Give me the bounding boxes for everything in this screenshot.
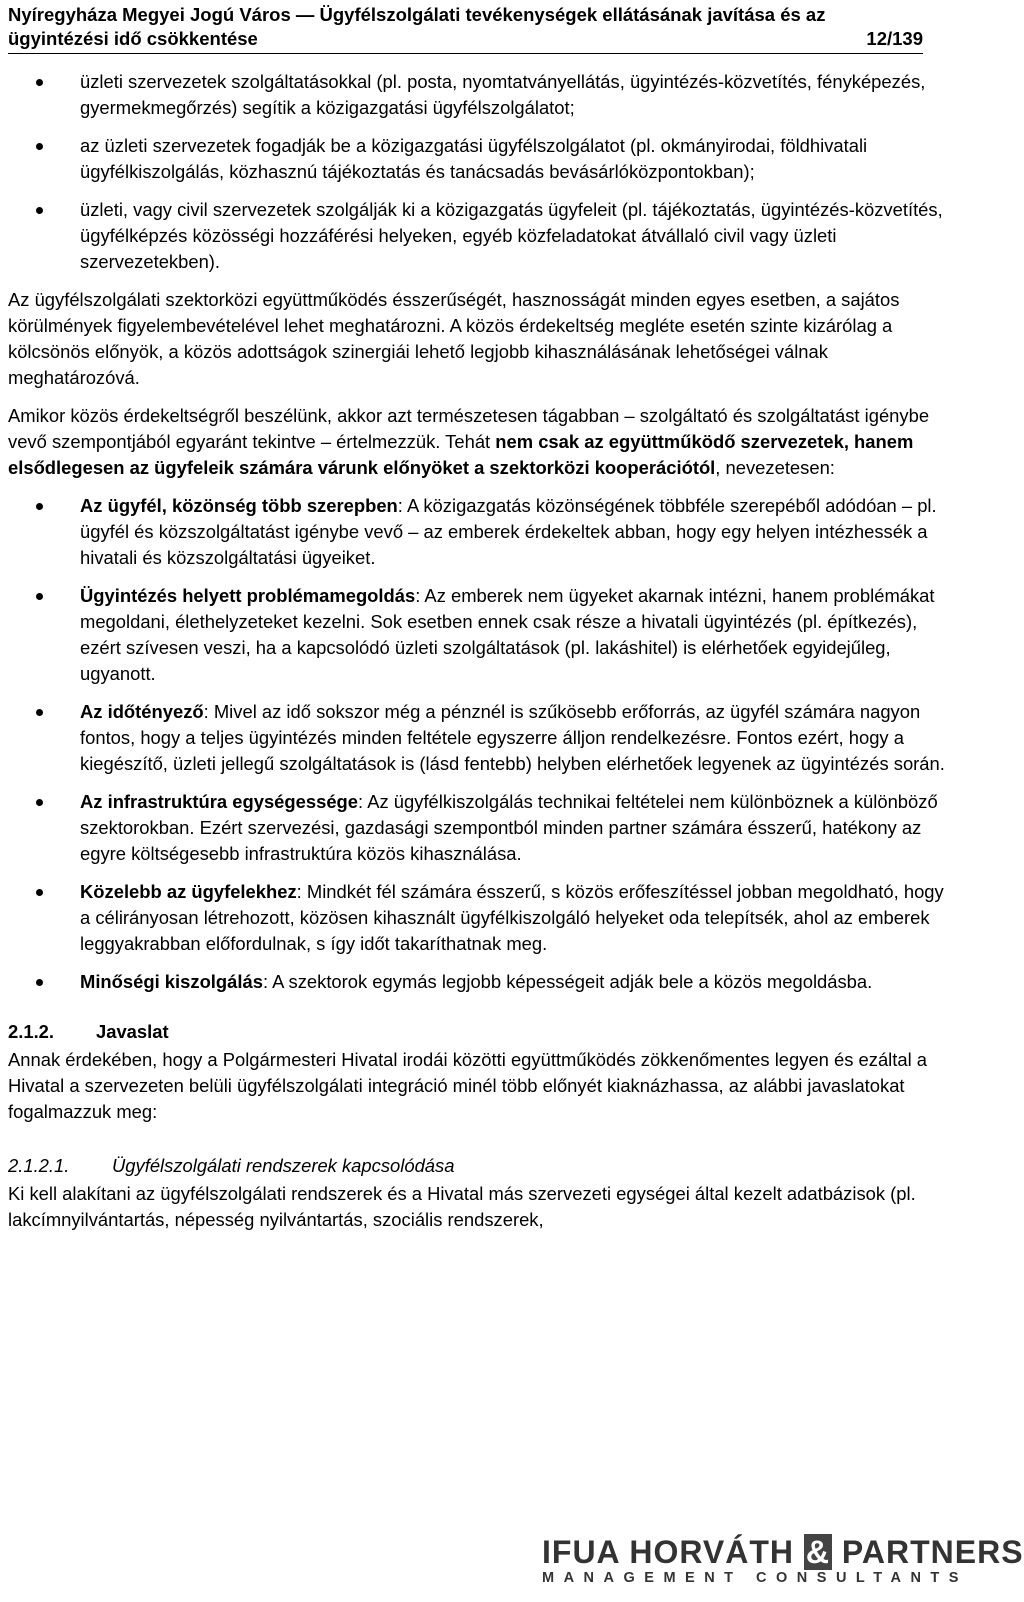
list-item: Az időtényező: Mivel az idő sokszor még a pénznél is szűkösebb erőforrás, az ügyfél számára nagyon fontos, hogy a teljes ügyintézés minden feltétele egyszerre álljon rendelkezésre. Fontos ezért, hogy a kiegészítő, üzleti jellegű szolgáltatások is (lásd fentebb) helyben elérhetőek legyenek az ügyintézés során.	[8, 699, 948, 777]
list-item: Az infrastruktúra egységessége: Az ügyfélkiszolgálás technikai feltételei nem különböznek a különböző szektorokban. Ezért szervezési, gazdasági szempontból minden partner számára ésszerű, hatékony az egyre költségesebb infrastruktúra közös kihasználása.	[8, 789, 948, 867]
subsection-number: 2.1.2.1.	[8, 1155, 70, 1176]
section-title: Javaslat	[96, 1021, 169, 1042]
logo-tagline: MANAGEMENT CONSULTANTS	[542, 1570, 968, 1586]
subsection-heading	[8, 1153, 948, 1179]
list-item: üzleti, vagy civil szervezetek szolgálják ki a közigazgatás ügyfeleit (pl. tájékoztatás, ügyintézés-közvetítés, ügyfélképzés közösségi hozzáférési helyeken, egyéb közfeladatokat átvállaló civil vagy üzleti szervezetekben).	[8, 197, 948, 275]
paragraph-systems: Ki kell alakítani az ügyfélszolgálati rendszerek és a Hivatal más szervezeti egységei által kezelt adatbázisok (pl. lakcímnyilvántartás, népesség nyilvántartás, szociális rendszerek,	[8, 1183, 916, 1230]
list-item: Az ügyfél, közönség több szerepben: A közigazgatás közönségének többféle szerepéből adódóan – pl. ügyfél és közszolgáltatást igénybe vevő – az emberek érdekeltek abban, hogy egy helyen intézhessék a hivatali és közszolgáltatási ügyeiket.	[8, 493, 948, 571]
paragraph-proposal: Annak érdekében, hogy a Polgármesteri Hivatal irodái közötti együttműködés zökkenőmentes legyen és ezáltal a Hivatal a szervezeten belüli ügyfélszolgálati integráció minél több előnyét kiaknázhassa, az alábbi javaslatokat fogalmazzuk meg:	[8, 1049, 928, 1122]
page-number: 12/139	[866, 28, 923, 49]
paragraph-common-interest: Amikor közös érdekeltségről beszélünk, akkor azt természetesen tágabban – szolgáltató és szolgáltatást igénybe vevő szempontjából egyaránt tekintve – értelmezzük. Tehát nem csak az együttműködő szervezetek, hanem elsődlegesen az ügyfeleik számára várunk előnyöket a szektorközi kooperációtól, nevezetesen:	[8, 405, 930, 478]
list-item: Ügyintézés helyett problémamegoldás: Az emberek nem ügyeket akarnak intézni, hanem problémákat megoldani, élethelyzeteket kezelni. Sok esetben ennek csak része a hivatali ügyintézés (pl. építkezés), ezért szívesen veszi, ha a kapcsolódó üzleti szolgáltatások (pl. lakáshitel) is elérhetőek egyidejűleg, ugyanott.	[8, 583, 948, 687]
header-title-line1: Nyíregyháza Megyei Jogú Város — Ügyfélszolgálati tevékenységek ellátásának javítása és az	[8, 4, 826, 25]
section-number: 2.1.2.	[8, 1021, 55, 1042]
header-title-line2: ügyintézési idő csökkentése	[8, 28, 258, 49]
list-item: Közelebb az ügyfelekhez: Mindkét fél számára ésszerű, s közös erőfeszítéssel jobban megoldható, hogy a célirányosan létrehozott, közösen kihasznált ügyfélkiszolgáló helyeket oda telepítsék, ahol az emberek leggyakrabban előfordulnak, s így időt takaríthatnak meg.	[8, 879, 948, 957]
section-heading	[8, 1019, 948, 1045]
cooperation-forms-list	[8, 69, 948, 275]
header-line2	[8, 27, 923, 51]
logo-wordmark: IFUA HORVÁTH & PARTNERS	[542, 1534, 1024, 1570]
list-item: Minőségi kiszolgálás: A szektorok egymás legjobb képességeit adják bele a közös megoldásba.	[8, 969, 948, 995]
subsection-title: Ügyfélszolgálati rendszerek kapcsolódása	[112, 1155, 455, 1176]
list-item: üzleti szervezetek szolgáltatásokkal (pl. posta, nyomtatványellátás, ügyintézés-közvetítés, fényképezés, gyermekmegőrzés) segítik a közigazgatási ügyfélszolgálatot;	[8, 69, 948, 121]
company-logo	[542, 1534, 1024, 1586]
document-body	[8, 69, 948, 1245]
list-item: az üzleti szervezetek fogadják be a közigazgatási ügyfélszolgálatot (pl. okmányirodai, földhivatali ügyfélkiszolgálás, közhasznú tájékoztatás és tanácsadás bevásárlóközpontokban);	[8, 133, 948, 185]
paragraph-cooperation-rationale: Az ügyfélszolgálati szektorközi együttműködés ésszerűségét, hasznosságát minden egyes esetben, a sajátos körülmények figyelembevételével lehet meghatározni. A közös érdekeltség megléte esetén szinte kizárólag a kölcsönös előnyök, a közös adottságok szinergiái lehető legjobb kihasználásának lehetőségei válnak meghatározóvá.	[8, 289, 900, 388]
page-header	[8, 3, 923, 54]
benefits-list	[8, 493, 948, 995]
